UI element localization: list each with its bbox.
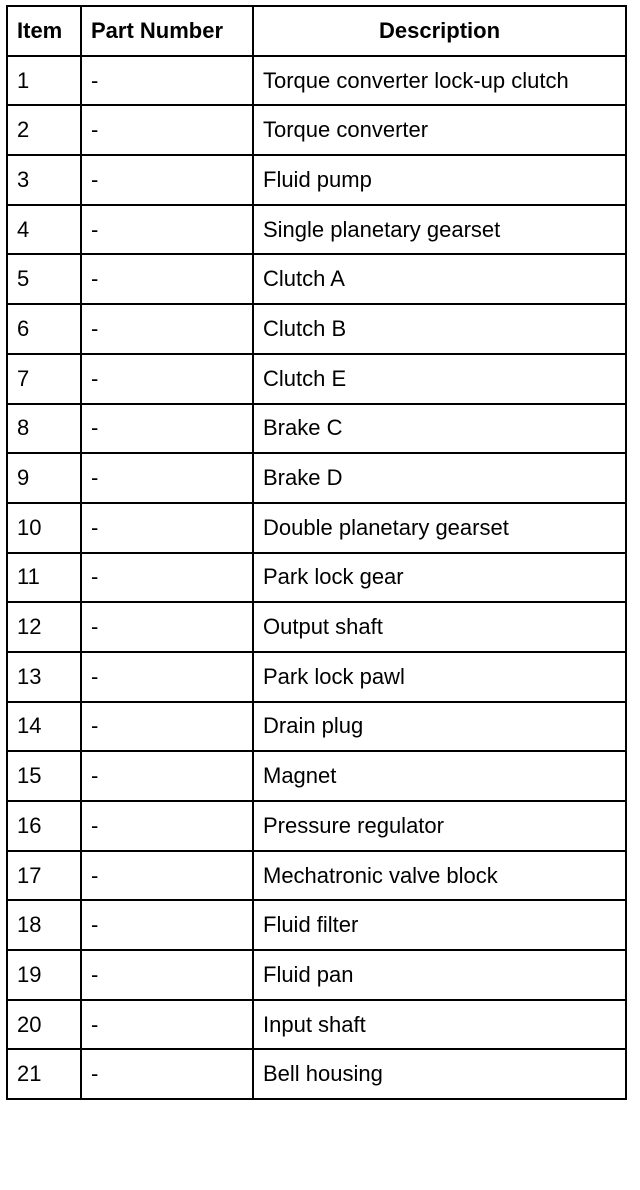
table-row — [7, 304, 626, 354]
cell-description: Fluid filter — [253, 900, 626, 950]
cell-part-number: - — [81, 453, 253, 503]
cell-description: Brake C — [253, 404, 626, 454]
cell-description: Drain plug — [253, 702, 626, 752]
cell-part-number: - — [81, 503, 253, 553]
cell-description: Pressure regulator — [253, 801, 626, 851]
cell-item: 11 — [7, 553, 81, 603]
cell-item: 19 — [7, 950, 81, 1000]
cell-part-number: - — [81, 602, 253, 652]
table-row — [7, 56, 626, 106]
header-item: Item — [7, 6, 81, 56]
table-row — [7, 404, 626, 454]
cell-part-number: - — [81, 751, 253, 801]
parts-table — [6, 5, 627, 1100]
cell-part-number: - — [81, 950, 253, 1000]
table-row — [7, 801, 626, 851]
cell-item: 10 — [7, 503, 81, 553]
cell-part-number: - — [81, 304, 253, 354]
cell-item: 21 — [7, 1049, 81, 1099]
table-row — [7, 1000, 626, 1050]
cell-description: Magnet — [253, 751, 626, 801]
cell-part-number: - — [81, 254, 253, 304]
cell-description: Output shaft — [253, 602, 626, 652]
table-row — [7, 751, 626, 801]
cell-item: 16 — [7, 801, 81, 851]
cell-part-number: - — [81, 1000, 253, 1050]
cell-item: 4 — [7, 205, 81, 255]
cell-part-number: - — [81, 155, 253, 205]
cell-item: 18 — [7, 900, 81, 950]
cell-part-number: - — [81, 105, 253, 155]
cell-item: 13 — [7, 652, 81, 702]
table-row — [7, 105, 626, 155]
table-body — [7, 56, 626, 1099]
cell-item: 20 — [7, 1000, 81, 1050]
cell-item: 7 — [7, 354, 81, 404]
table-row — [7, 254, 626, 304]
cell-description: Brake D — [253, 453, 626, 503]
cell-item: 8 — [7, 404, 81, 454]
table-row — [7, 205, 626, 255]
table-row — [7, 900, 626, 950]
cell-part-number: - — [81, 205, 253, 255]
cell-description: Fluid pump — [253, 155, 626, 205]
parts-table-container — [6, 5, 627, 1100]
cell-description: Torque converter lock-up clutch — [253, 56, 626, 106]
cell-description: Clutch A — [253, 254, 626, 304]
cell-part-number: - — [81, 404, 253, 454]
table-row — [7, 602, 626, 652]
table-row — [7, 1049, 626, 1099]
header-row — [7, 6, 626, 56]
cell-description: Torque converter — [253, 105, 626, 155]
cell-part-number: - — [81, 702, 253, 752]
cell-part-number: - — [81, 801, 253, 851]
table-row — [7, 155, 626, 205]
cell-description: Park lock gear — [253, 553, 626, 603]
table-row — [7, 950, 626, 1000]
cell-part-number: - — [81, 1049, 253, 1099]
cell-item: 2 — [7, 105, 81, 155]
cell-part-number: - — [81, 851, 253, 901]
table-header — [7, 6, 626, 56]
cell-part-number: - — [81, 553, 253, 603]
table-row — [7, 851, 626, 901]
cell-description: Fluid pan — [253, 950, 626, 1000]
cell-description: Input shaft — [253, 1000, 626, 1050]
header-part-number: Part Number — [81, 6, 253, 56]
cell-item: 1 — [7, 56, 81, 106]
cell-part-number: - — [81, 900, 253, 950]
cell-item: 6 — [7, 304, 81, 354]
cell-description: Single planetary gearset — [253, 205, 626, 255]
table-row — [7, 553, 626, 603]
cell-description: Clutch B — [253, 304, 626, 354]
table-row — [7, 652, 626, 702]
table-row — [7, 702, 626, 752]
cell-description: Mechatronic valve block — [253, 851, 626, 901]
cell-part-number: - — [81, 652, 253, 702]
cell-part-number: - — [81, 56, 253, 106]
cell-item: 15 — [7, 751, 81, 801]
cell-item: 12 — [7, 602, 81, 652]
cell-description: Park lock pawl — [253, 652, 626, 702]
cell-description: Bell housing — [253, 1049, 626, 1099]
cell-item: 14 — [7, 702, 81, 752]
table-row — [7, 453, 626, 503]
table-row — [7, 354, 626, 404]
cell-item: 3 — [7, 155, 81, 205]
header-description: Description — [253, 6, 626, 56]
cell-description: Clutch E — [253, 354, 626, 404]
cell-item: 5 — [7, 254, 81, 304]
cell-part-number: - — [81, 354, 253, 404]
cell-item: 17 — [7, 851, 81, 901]
cell-item: 9 — [7, 453, 81, 503]
cell-description: Double planetary gearset — [253, 503, 626, 553]
table-row — [7, 503, 626, 553]
